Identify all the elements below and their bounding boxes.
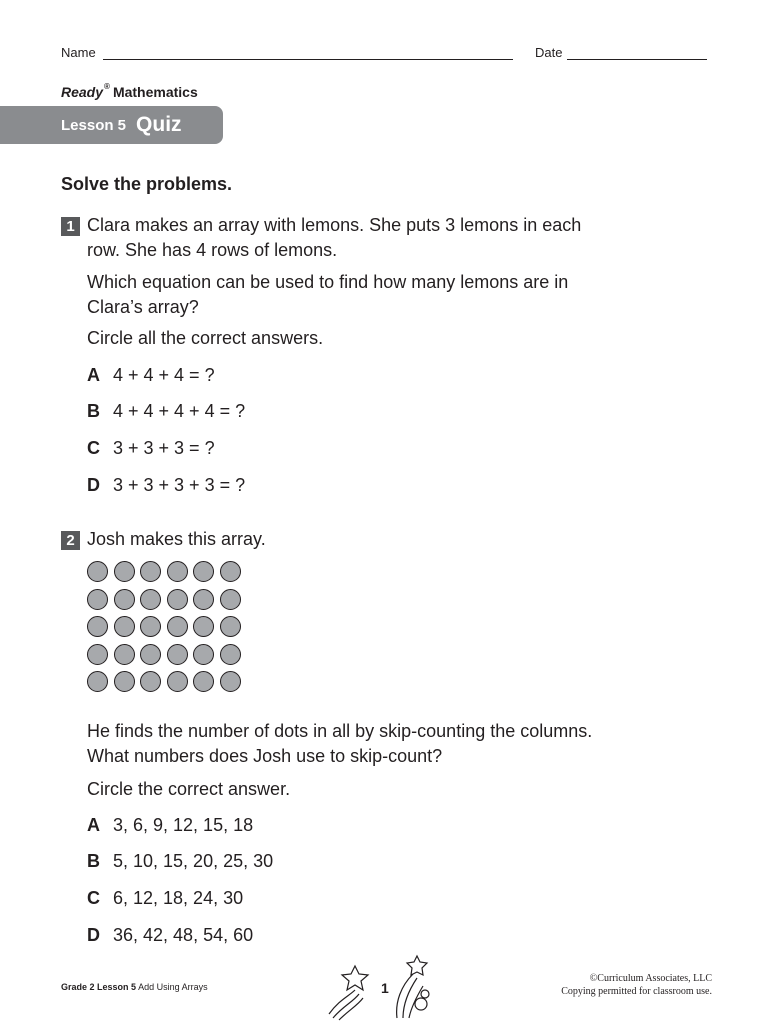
lesson-tab bbox=[0, 106, 223, 144]
array-dot bbox=[87, 589, 108, 610]
choice-text: 5, 10, 15, 20, 25, 30 bbox=[113, 850, 274, 871]
question-2-line-4: Circle the correct answer. bbox=[87, 779, 291, 799]
choice-text: 3 + 3 + 3 + 3 = ? bbox=[113, 474, 246, 495]
array-dot bbox=[220, 616, 241, 637]
footer-copyright bbox=[500, 972, 712, 998]
array-dot bbox=[220, 589, 241, 610]
array-dot bbox=[193, 589, 214, 610]
q1-choice-c[interactable] bbox=[87, 436, 215, 460]
question-2-line-1: Josh makes this array. bbox=[87, 529, 266, 549]
array-dot bbox=[167, 671, 188, 692]
q2-choice-b[interactable] bbox=[87, 849, 273, 873]
brand-product: Ready bbox=[61, 84, 104, 100]
array-dot bbox=[193, 616, 214, 637]
q2-choice-d[interactable] bbox=[87, 923, 253, 947]
choice-letter: C bbox=[87, 887, 100, 908]
array-dot bbox=[114, 561, 135, 582]
array-dot bbox=[193, 671, 214, 692]
q1-choice-d[interactable] bbox=[87, 473, 245, 497]
array-dot bbox=[114, 671, 135, 692]
array-dot bbox=[114, 644, 135, 665]
array-dot bbox=[167, 561, 188, 582]
array-dot bbox=[193, 644, 214, 665]
choice-letter: C bbox=[87, 437, 100, 458]
array-dot bbox=[114, 616, 135, 637]
array-dot bbox=[140, 671, 161, 692]
array-dot bbox=[167, 644, 188, 665]
q1-choice-a[interactable] bbox=[87, 363, 215, 387]
array-dot bbox=[140, 589, 161, 610]
choice-letter: B bbox=[87, 850, 100, 871]
shooting-stars-icon bbox=[325, 952, 435, 1022]
date-line[interactable] bbox=[567, 59, 707, 60]
array-dot bbox=[193, 561, 214, 582]
choice-text: 4 + 4 + 4 + 4 = ? bbox=[113, 400, 246, 421]
name-line[interactable] bbox=[103, 59, 513, 60]
choice-letter: B bbox=[87, 400, 100, 421]
array-dot bbox=[220, 561, 241, 582]
question-2-line-2: He finds the number of dots in all by skip-counting the columns. bbox=[87, 721, 593, 741]
array-dot bbox=[87, 671, 108, 692]
choice-letter: D bbox=[87, 924, 100, 945]
permission-text: Copying permitted for classroom use. bbox=[561, 986, 712, 997]
question-1-line-4: Clara’s array? bbox=[87, 297, 199, 317]
array-dot bbox=[87, 561, 108, 582]
lesson-label: Lesson 5 bbox=[61, 116, 127, 134]
choice-text: 3 + 3 + 3 = ? bbox=[113, 437, 215, 458]
choice-letter: D bbox=[87, 474, 100, 495]
question-number-1: 1 bbox=[61, 217, 80, 236]
array-dot bbox=[220, 671, 241, 692]
brand-subject: Mathematics bbox=[112, 84, 198, 100]
choice-text: 4 + 4 + 4 = ? bbox=[113, 364, 215, 385]
array-dot bbox=[87, 644, 108, 665]
brand-title bbox=[61, 84, 198, 100]
choice-letter: A bbox=[87, 814, 100, 835]
quiz-title: Quiz bbox=[136, 113, 182, 136]
choice-letter: A bbox=[87, 364, 100, 385]
question-1-line-3: Which equation can be used to find how many lemons are in bbox=[87, 272, 569, 292]
page-number: 1 bbox=[381, 980, 389, 996]
array-dot bbox=[114, 589, 135, 610]
copyright-text: ©Curriculum Associates, LLC bbox=[589, 973, 712, 984]
array-dot bbox=[167, 589, 188, 610]
array-dot bbox=[87, 616, 108, 637]
q1-choice-b[interactable] bbox=[87, 399, 245, 423]
question-2-line-3: What numbers does Josh use to skip-count? bbox=[87, 746, 443, 766]
date-label: Date bbox=[535, 45, 563, 60]
footer-lesson-info bbox=[61, 982, 208, 992]
question-number-2: 2 bbox=[61, 531, 80, 550]
array-dot bbox=[140, 616, 161, 637]
footer-lesson: Lesson 5 bbox=[97, 982, 137, 992]
question-1-line-2: row. She has 4 rows of lemons. bbox=[87, 240, 338, 260]
array-dot bbox=[140, 561, 161, 582]
choice-text: 6, 12, 18, 24, 30 bbox=[113, 887, 244, 908]
footer-grade: Grade 2 bbox=[61, 982, 95, 992]
footer-lesson-title: Add Using Arrays bbox=[138, 982, 208, 992]
question-1-line-5: Circle all the correct answers. bbox=[87, 328, 324, 348]
q2-choice-a[interactable] bbox=[87, 813, 253, 837]
choice-text: 3, 6, 9, 12, 15, 18 bbox=[113, 814, 254, 835]
array-dot bbox=[140, 644, 161, 665]
choice-text: 36, 42, 48, 54, 60 bbox=[113, 924, 254, 945]
q2-choice-c[interactable] bbox=[87, 886, 243, 910]
registered-mark: ® bbox=[104, 82, 110, 92]
directions: Solve the problems. bbox=[61, 174, 233, 194]
question-1-line-1: Clara makes an array with lemons. She puts 3 lemons in each bbox=[87, 215, 582, 235]
name-label: Name bbox=[61, 45, 96, 60]
array-dot bbox=[167, 616, 188, 637]
array-dot bbox=[220, 644, 241, 665]
